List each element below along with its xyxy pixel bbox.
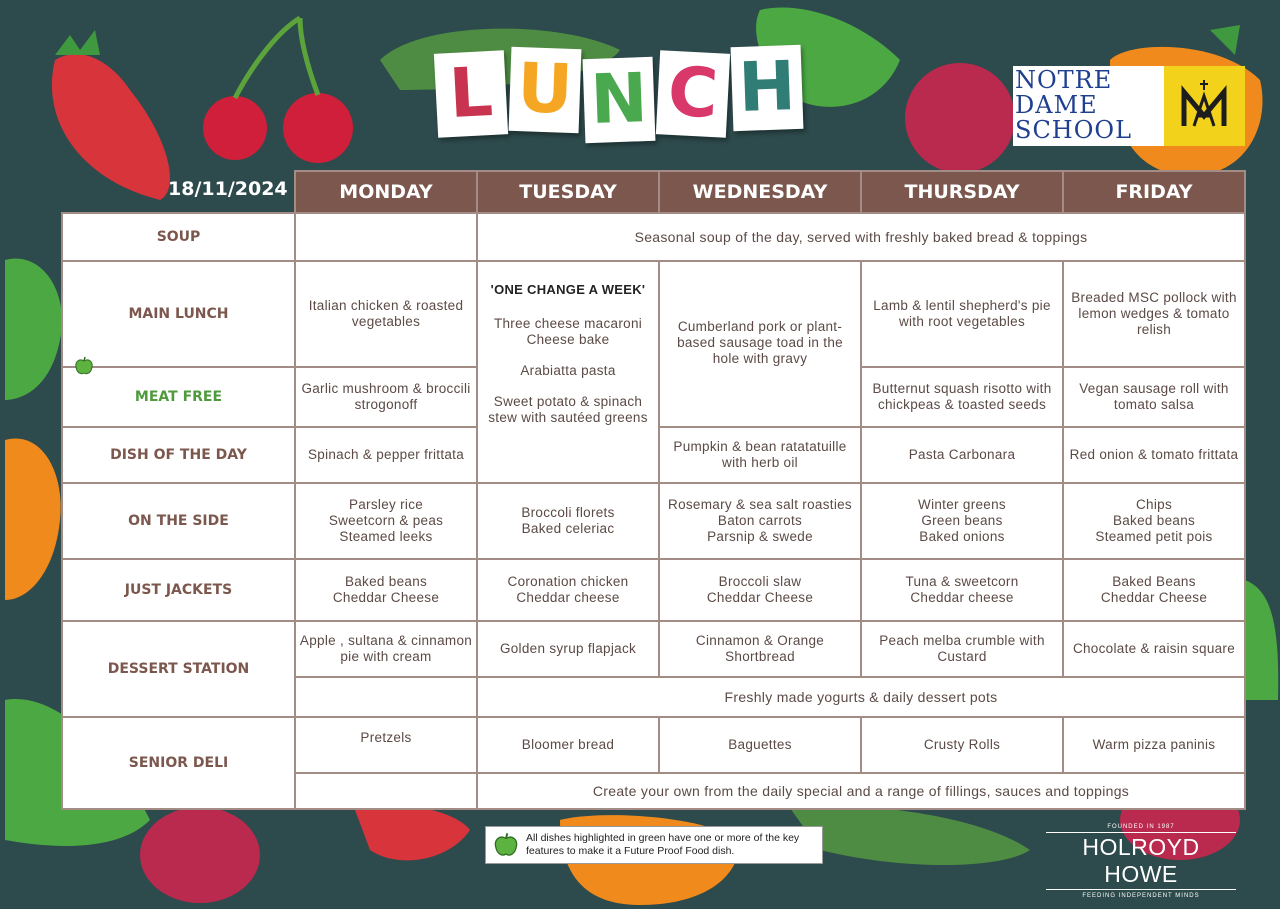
meatfree-thursday: Butternut squash risotto with chickpeas & toasted seeds [861, 367, 1063, 427]
meatfree-monday: Garlic mushroom & broccili strogonoff [295, 367, 477, 427]
title-letter: C [656, 50, 730, 138]
menu-date: 18/11/2024 [168, 178, 288, 200]
deli-tuesday: Bloomer bread [477, 717, 659, 773]
dish-wednesday: Pumpkin & bean ratatatuille with herb oil [659, 427, 861, 483]
jackets-tuesday: Coronation chicken Cheddar cheese [477, 559, 659, 621]
row-label-just-jackets: JUST JACKETS [62, 559, 295, 621]
school-name-line: DAME [1015, 91, 1098, 119]
row-label-dish-of-the-day: DISH OF THE DAY [62, 427, 295, 483]
title-letter: H [731, 45, 804, 131]
just-jackets-row [62, 559, 1245, 621]
dessert-friday: Chocolate & raisin square [1063, 621, 1245, 677]
dessert-monday: Apple , sultana & cinnamon pie with cream [295, 621, 477, 677]
side-thursday: Winter greens Green beans Baked onions [861, 483, 1063, 559]
day-header-row [62, 171, 1245, 213]
meatfree-friday: Vegan sausage roll with tomato salsa [1063, 367, 1245, 427]
brand-name: HOLROYD HOWE [1046, 832, 1236, 890]
side-wednesday: Rosemary & sea salt roasties Baton carrots Parsnip & swede [659, 483, 861, 559]
day-header-tuesday: TUESDAY [477, 171, 659, 213]
dish-monday: Spinach & pepper frittata [295, 427, 477, 483]
on-the-side-row [62, 483, 1245, 559]
brand-tagline: FEEDING INDEPENDENT MINDS [1082, 893, 1200, 899]
school-name-line: NOTRE [1015, 66, 1113, 94]
row-label-soup: SOUP [62, 213, 295, 261]
footnote-text: All dishes highlighted in green have one or more of the key features to make it a Future Proof Food dish. [526, 832, 800, 857]
main-thursday: Lamb & lentil shepherd's pie with root vegetables [861, 261, 1063, 367]
soup-row [62, 213, 1245, 261]
tuesday-option: Sweet potato & spinach stew with sautéed greens [488, 394, 648, 425]
title-letter: L [434, 50, 508, 138]
day-header-monday: MONDAY [295, 171, 477, 213]
menu-table [61, 170, 1246, 810]
tuesday-option: Arabiatta pasta [520, 363, 616, 378]
row-label-dessert-station: DESSERT STATION [62, 621, 295, 717]
lunch-title [436, 47, 802, 140]
holroyd-howe-logo [1046, 824, 1236, 899]
side-monday: Parsley rice Sweetcorn & peas Steamed leeks [295, 483, 477, 559]
side-friday: Chips Baked beans Steamed petit pois [1063, 483, 1245, 559]
brand-founded: FOUNDED IN 1987 [1107, 824, 1175, 830]
future-proof-footnote [485, 826, 823, 864]
jackets-wednesday: Broccoli slaw Cheddar Cheese [659, 559, 861, 621]
day-header-friday: FRIDAY [1063, 171, 1245, 213]
dessert-thursday: Peach melba crumble with Custard [861, 621, 1063, 677]
school-name-line: SCHOOL [1015, 116, 1133, 144]
dish-friday: Red onion & tomato frittata [1063, 427, 1245, 483]
main-friday: Breaded MSC pollock with lemon wedges & tomato relish [1063, 261, 1245, 367]
title-letter: N [583, 57, 656, 143]
tuesday-one-change-block [477, 261, 659, 483]
deli-monday: Pretzels [295, 717, 477, 773]
day-header-thursday: THURSDAY [861, 171, 1063, 213]
row-label-on-the-side: ON THE SIDE [62, 483, 295, 559]
deli-extra-monday [295, 773, 477, 809]
jackets-monday: Baked beans Cheddar Cheese [295, 559, 477, 621]
school-name [1013, 66, 1164, 146]
tuesday-option: Three cheese macaroni Cheese bake [493, 316, 643, 347]
main-wednesday: Cumberland pork or plant-based sausage toad in the hole with gravy [659, 261, 861, 427]
deli-wednesday: Baguettes [659, 717, 861, 773]
side-tuesday: Broccoli florets Baked celeriac [477, 483, 659, 559]
row-label-meat-free: MEAT FREE [62, 367, 295, 427]
jackets-thursday: Tuna & sweetcorn Cheddar cheese [861, 559, 1063, 621]
day-header-wednesday: WEDNESDAY [659, 171, 861, 213]
deli-thursday: Crusty Rolls [861, 717, 1063, 773]
dish-thursday: Pasta Carbonara [861, 427, 1063, 483]
deli-all-week: Create your own from the daily special and a range of fillings, sauces and toppings [477, 773, 1245, 809]
one-change-headline: 'ONE CHANGE A WEEK' [490, 282, 646, 297]
soup-all-week: Seasonal soup of the day, served with freshly baked bread & toppings [477, 213, 1245, 261]
title-letter: U [509, 47, 582, 133]
dessert-tuesday: Golden syrup flapjack [477, 621, 659, 677]
marian-monogram-icon [1164, 66, 1245, 146]
main-monday: Italian chicken & roasted vegetables [295, 261, 477, 367]
row-label-main-lunch: MAIN LUNCH [62, 261, 295, 367]
deli-friday: Warm pizza paninis [1063, 717, 1245, 773]
dessert-row [62, 621, 1245, 677]
header-corner [62, 171, 295, 213]
row-label-senior-deli: SENIOR DELI [62, 717, 295, 809]
green-apple-icon [494, 832, 518, 858]
jackets-friday: Baked Beans Cheddar Cheese [1063, 559, 1245, 621]
dessert-wednesday: Cinnamon & Orange Shortbread [659, 621, 861, 677]
senior-deli-row [62, 717, 1245, 773]
dessert-extra-monday [295, 677, 477, 717]
green-apple-icon [75, 356, 93, 376]
soup-monday [295, 213, 477, 261]
main-lunch-row [62, 261, 1245, 367]
school-logo [1013, 66, 1245, 146]
dessert-all-week: Freshly made yogurts & daily dessert pots [477, 677, 1245, 717]
